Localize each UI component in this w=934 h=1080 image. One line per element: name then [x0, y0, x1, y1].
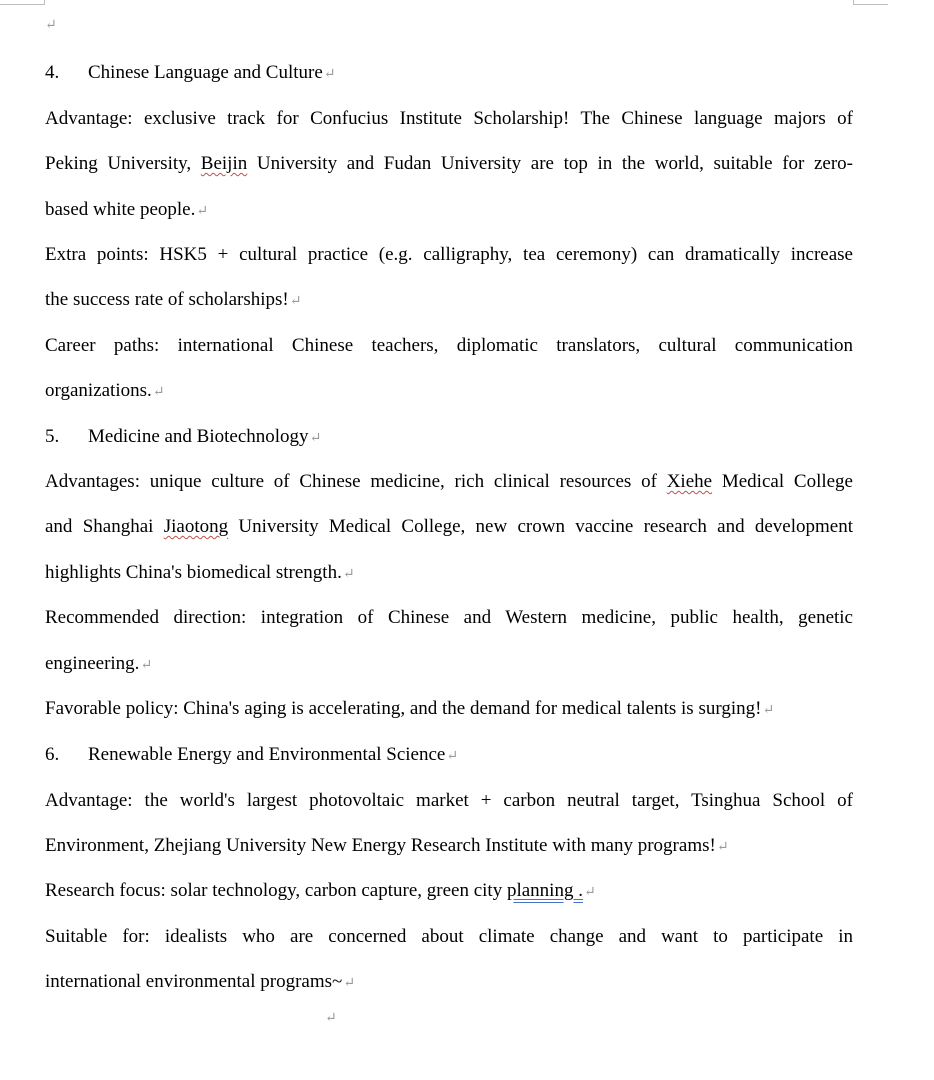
section-title: Medicine and Biotechnology: [88, 426, 309, 447]
text-line: highlights China's biomedical strength.↵: [45, 562, 355, 583]
text-line: Environment, Zhejiang University New Energy Research Institute with many programs!↵: [45, 835, 729, 856]
grammar-flag: planning .: [506, 880, 583, 901]
paragraph-mark-icon: ↵: [152, 385, 165, 400]
section-heading-4: [45, 61, 853, 87]
text-line: Favorable policy: China's aging is accelerating, and the demand for medical talents is surging!↵: [45, 698, 775, 719]
section-number: 4.: [45, 62, 60, 83]
section-title: Renewable Energy and Environmental Science: [88, 744, 446, 765]
section-heading-6: [45, 743, 853, 769]
paragraph-mark-icon: ↵: [325, 1011, 337, 1026]
text-line: Extra points: HSK5 + cultural practice (e.g. calligraphy, tea ceremony) can dramatically increase: [45, 244, 853, 265]
section-number: 6.: [45, 744, 60, 765]
text-line: engineering.↵: [45, 653, 153, 674]
paragraph-mark-icon: ↵: [342, 567, 355, 582]
spelling-flag: Xiehe: [666, 471, 713, 492]
paragraph-mark-icon: ↵: [289, 294, 302, 309]
text-line: Advantage: the world's largest photovoltaic market + carbon neutral target, Tsinghua School of: [45, 790, 853, 811]
text-line: Advantage: exclusive track for Confucius Institute Scholarship! The Chinese language majors of: [45, 108, 853, 129]
paragraph-mark-icon: ↵: [716, 840, 729, 855]
text-line: Suitable for: idealists who are concerned about climate change and want to participate in: [45, 926, 853, 947]
section-number: 5.: [45, 426, 60, 447]
spelling-flag: Jiaotong: [163, 516, 229, 537]
text-line: based white people.↵: [45, 199, 209, 220]
paragraph-mark-icon: ↵: [343, 976, 356, 991]
text-line: and Shanghai Jiaotong University Medical College, new crown vaccine research and development: [45, 516, 853, 537]
spelling-flag: Beijin: [200, 153, 248, 174]
section-title: Chinese Language and Culture: [88, 62, 323, 83]
text-line: Recommended direction: integration of Chinese and Western medicine, public health, genetic: [45, 607, 853, 628]
paragraph-mark-icon: ↵: [196, 204, 209, 219]
paragraph-mark-icon: ↵: [140, 658, 153, 673]
text-line: Career paths: international Chinese teachers, diplomatic translators, cultural communication: [45, 335, 853, 356]
paragraph-mark-icon: ↵: [583, 885, 596, 900]
text-line: Research focus: solar technology, carbon capture, green city planning .↵: [45, 880, 596, 901]
paragraph-mark-icon: ↵: [446, 749, 459, 764]
text-line: organizations.↵: [45, 380, 165, 401]
paragraph-mark-icon: ↵: [45, 18, 57, 33]
text-line: Advantages: unique culture of Chinese medicine, rich clinical resources of Xiehe Medical College: [45, 471, 853, 492]
paragraph-mark-icon: ↵: [762, 703, 775, 718]
paragraph-mark-icon: ↵: [309, 431, 322, 446]
section-heading-5: [45, 425, 853, 451]
text-line: the success rate of scholarships!↵: [45, 289, 302, 310]
text-line: international environmental programs~↵: [45, 971, 356, 992]
page-corner-mark-right: [853, 0, 888, 5]
text-line: Peking University, Beijin University and Fudan University are top in the world, suitable for zero-: [45, 153, 853, 174]
page-corner-mark-left: [0, 0, 45, 5]
paragraph-mark-icon: ↵: [323, 67, 336, 82]
